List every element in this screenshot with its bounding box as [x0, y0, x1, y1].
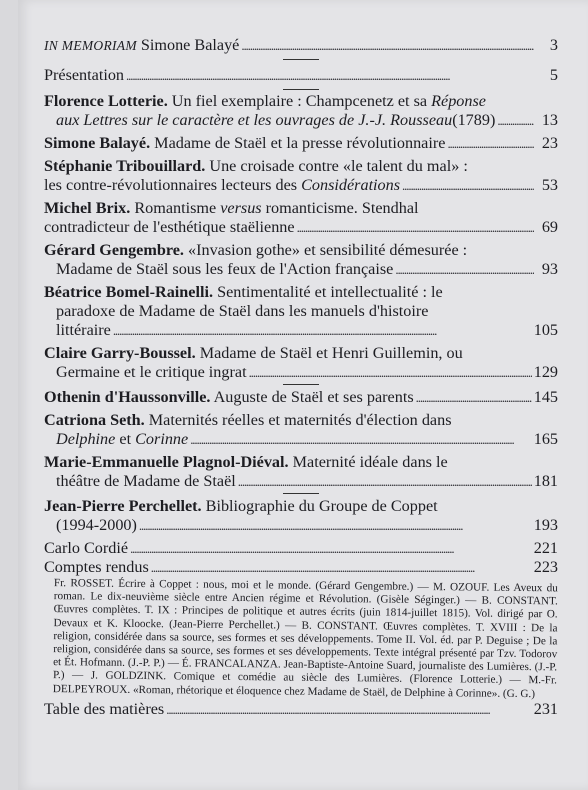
reviews-text: Fr. ROSSET. Écrire à Coppet : nous, moi et le monde. (Gérard Gengembre.) — M. OZOUF. Les Aveux du roman. Le dix-neuvième siècle entre Ancien régime et Révolution. (Gisèle Séginger.) — B. CONSTANT. Œuvres complètes. T. IX : Principes de politique et autres écrits (juin 1814-juillet 1815). Vol. dirigé par O. Devaux et K. Kloocke. (Jean-Pierre Perchellet.) — B. CONSTANT. Œuvres complètes. T. XVIII : De la religion, considérée dans sa source, ses formes et ses développements. Tome II. Vol. éd. par P. Deguise ; De la religion, considérée dans sa source, ses formes et ses développements. Texte intégral présenté par Tzv. Todorov et Ét. Hofmann. (J.-P. P.) — É. FRANCALANZA. Jean-Baptiste-Antoine Suard, journaliste des Lumières. (J.-P. P.) — J. GOLDZINK. Comique et comédie au siècle des Lumières. (Florence Lotterie.) — M.-Fr. DELPEYROUX. «Roman, rhétorique et éloquence chez Madame de Staël, de Delphine à Corinne». (G. G.)	[52, 577, 558, 700]
entry-author: Othenin d'Haussonville.	[44, 388, 211, 406]
entry-title: (1789)	[452, 111, 496, 129]
dot-leader	[416, 388, 532, 407]
dot-leader	[395, 260, 534, 279]
entry-title: Une croisade contre «le talent du mal» :	[205, 157, 468, 175]
entry-author: Marie-Emmanuelle Plagnol-Diéval.	[44, 453, 289, 471]
page-number: 13	[541, 111, 558, 129]
entry-title: Auguste de Staël et ses parents	[210, 388, 414, 406]
entry-author: Catriona Seth.	[44, 411, 145, 429]
separator-rule	[283, 59, 319, 60]
page-number: 93	[541, 260, 558, 278]
entry-title-italic: Delphine	[56, 430, 116, 448]
entry-title: et	[115, 430, 136, 448]
page-number: 223	[533, 558, 558, 576]
entry-author: Béatrice Bomel-Rainelli.	[44, 283, 214, 301]
dot-leader	[151, 558, 532, 577]
entry-author: Simone Balayé.	[44, 134, 151, 152]
dot-leader	[497, 111, 534, 130]
toc-entry-carlo-cordie	[44, 539, 558, 558]
toc-entry-presentation	[44, 66, 558, 85]
entry-title: paradoxe de Madame de Staël dans les manuels d'histoire	[56, 302, 429, 320]
page-number: 145	[533, 388, 558, 406]
entry-title: Sentimentalité et intellectualité : le	[213, 283, 443, 301]
separator-rule	[283, 384, 319, 385]
book-page	[18, 0, 588, 790]
page-number: 165	[533, 430, 558, 448]
toc-entry	[44, 241, 558, 279]
toc-entry-table-des-matieres	[44, 700, 558, 719]
page-number: 105	[533, 321, 558, 339]
toc-entry	[44, 283, 558, 340]
in-memoriam-name: Simone Balayé	[140, 36, 240, 54]
entry-author: Claire Garry-Boussel.	[44, 344, 196, 362]
entry-title-italic: versus	[220, 199, 262, 217]
entry-title: littéraire	[56, 321, 111, 339]
page-number: 221	[533, 539, 558, 557]
entry-author: Florence Lotterie.	[44, 92, 168, 110]
dot-leader	[126, 66, 534, 85]
toc-entry	[44, 134, 558, 153]
dot-leader	[190, 430, 532, 449]
page-number: 193	[533, 516, 558, 534]
toc-entry-comptes-rendus	[44, 558, 558, 577]
entry-author: Gérard Gengembre.	[44, 241, 184, 259]
reviews-list	[43, 577, 558, 701]
dot-leader	[139, 516, 532, 535]
toc-entry	[44, 157, 558, 195]
separator-rule	[283, 493, 319, 494]
dot-leader	[402, 176, 534, 195]
page-number: 69	[541, 218, 558, 236]
dot-leader	[447, 134, 534, 153]
entry-title: Maternité idéale dans le	[288, 453, 448, 471]
page-number: 181	[533, 472, 558, 490]
entry-title: théâtre de Madame de Staël	[56, 472, 236, 490]
entry-title: contradicteur de l'esthétique staëlienne	[44, 218, 295, 236]
dot-leader	[166, 700, 531, 719]
toc-entry-in-memoriam	[44, 36, 558, 55]
separator-rule	[283, 89, 319, 90]
in-memoriam-label: IN MEMORIAM	[44, 38, 137, 53]
page-number: 231	[533, 699, 558, 718]
table-of-contents	[44, 36, 558, 723]
entry-title: «Invasion gothe» et sensibilité démesurée :	[183, 241, 468, 259]
page-number: 129	[533, 363, 558, 381]
entry-title: Maternités réelles et maternités d'élection dans	[144, 411, 452, 429]
page-number: 5	[549, 66, 558, 84]
toc-entry	[44, 344, 558, 382]
page-number: 3	[549, 36, 558, 54]
entry-title: romanticisme. Stendhal	[261, 199, 419, 217]
entry-title: (1994-2000)	[56, 516, 137, 534]
entry-title-italic: Réponse	[431, 92, 486, 110]
entry-title: Carlo Cordié	[44, 539, 129, 557]
entry-title: Romantisme	[130, 199, 221, 217]
dot-leader	[238, 472, 532, 491]
entry-title: Madame de Staël et Henri Guillemin, ou	[195, 344, 463, 362]
presentation-title: Présentation	[44, 66, 125, 84]
toc-entry	[44, 199, 558, 237]
entry-title: Madame de Staël et la presse révolutionnaire	[150, 134, 446, 152]
entry-author: Jean-Pierre Perchellet.	[44, 497, 202, 515]
entry-title-italic: Corinne	[135, 430, 189, 448]
entry-title: Madame de Staël sous les feux de l'Action française	[56, 260, 394, 278]
entry-title-italic: Considérations	[301, 176, 401, 194]
dot-leader	[113, 321, 532, 340]
entry-title: les contre-révolutionnaires lecteurs des	[44, 176, 302, 194]
toc-entry	[44, 92, 558, 130]
page-number: 53	[541, 176, 558, 194]
toc-entry	[44, 411, 558, 449]
dot-leader	[241, 36, 534, 55]
entry-title: Comptes rendus	[44, 558, 149, 576]
dot-leader	[249, 363, 532, 382]
toc-entry	[44, 388, 558, 407]
entry-title: Table des matières	[44, 699, 165, 718]
entry-title: Germaine et le critique ingrat	[56, 363, 247, 381]
entry-title: Un fiel exemplaire : Champcenetz et sa	[167, 92, 432, 110]
page-number: 23	[541, 134, 558, 152]
dot-leader	[297, 218, 534, 237]
dot-leader	[130, 539, 532, 558]
entry-title-italic: aux Lettres sur le caractère et les ouvrages de J.-J. Rousseau	[56, 111, 453, 129]
toc-entry	[44, 497, 558, 535]
entry-author: Stéphanie Tribouillard.	[44, 157, 206, 175]
entry-author: Michel Brix.	[44, 199, 131, 217]
entry-title: Bibliographie du Groupe de Coppet	[201, 497, 438, 515]
toc-entry	[44, 453, 558, 491]
